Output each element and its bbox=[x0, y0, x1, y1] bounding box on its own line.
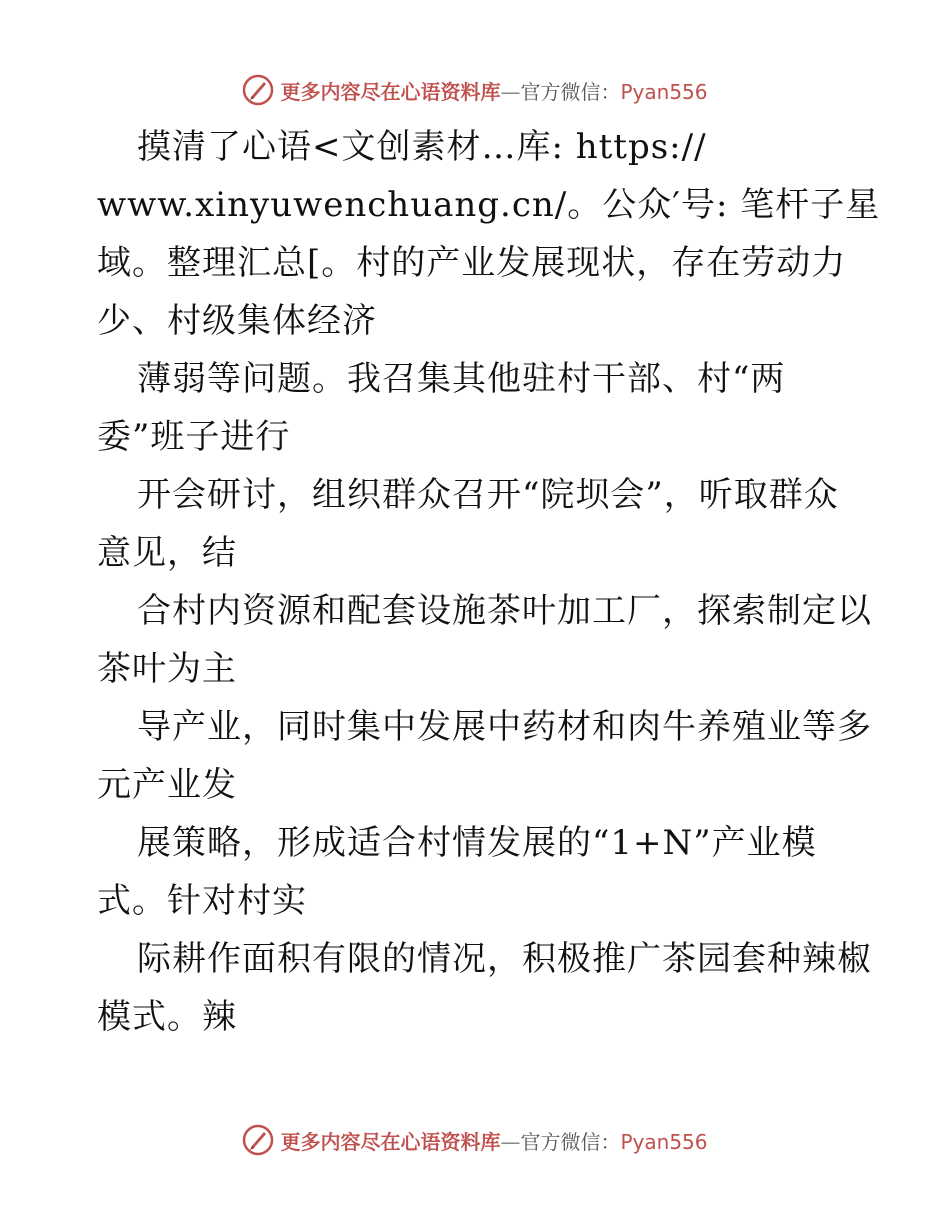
text-line: 少、村级集体经济 bbox=[97, 301, 377, 341]
footer-watermark-banner bbox=[0, 1120, 950, 1160]
watermark-wechat-id: Pyan556 bbox=[620, 1129, 708, 1154]
watermark-dash: — bbox=[500, 79, 521, 104]
watermark-dash: — bbox=[500, 1129, 521, 1154]
header-watermark-banner bbox=[0, 70, 950, 110]
document-body bbox=[97, 118, 881, 1046]
watermark-main-text: 更多内容尽在心语资料库 bbox=[280, 1129, 501, 1154]
text-line: 开会研讨，组织群众召开“院坝会”，听取群众 bbox=[137, 475, 839, 515]
text-line: 委”班子进行 bbox=[97, 417, 291, 457]
watermark-main-text: 更多内容尽在心语资料库 bbox=[280, 79, 501, 104]
text-line: 导产业，同时集中发展中药材和肉牛养殖业等多 bbox=[137, 707, 872, 747]
watermark-text bbox=[280, 1126, 707, 1155]
watermark-text bbox=[280, 76, 707, 105]
watermark-official-label: 官方微信： bbox=[520, 1129, 621, 1154]
text-line: 摸清了心语<文创素材…库: https:// bbox=[137, 127, 707, 167]
text-line: 式。针对村实 bbox=[97, 881, 307, 921]
text-line: www.xinyuwenchuang.cn/。公众′号: 笔杆子星 bbox=[97, 185, 881, 225]
text-line: 意见，结 bbox=[97, 533, 237, 573]
text-line: 合村内资源和配套设施茶叶加工厂，探索制定以 bbox=[137, 591, 872, 631]
text-line: 薄弱等问题。我召集其他驻村干部、村“两 bbox=[137, 359, 786, 399]
watermark-wechat-id: Pyan556 bbox=[620, 79, 708, 104]
text-line: 域。整理汇总[。村的产业发展现状，存在劳动力 bbox=[97, 243, 847, 283]
quill-pen-logo-icon bbox=[242, 74, 274, 106]
text-line: 茶叶为主 bbox=[97, 649, 237, 689]
text-line: 际耕作面积有限的情况，积极推广茶园套种辣椒 bbox=[137, 939, 872, 979]
watermark-official-label: 官方微信： bbox=[520, 79, 621, 104]
text-line: 模式。辣 bbox=[97, 997, 237, 1037]
text-line: 展策略，形成适合村情发展的“1+N”产业模 bbox=[137, 823, 817, 863]
quill-pen-logo-icon bbox=[242, 1124, 274, 1156]
text-line: 元产业发 bbox=[97, 765, 237, 805]
